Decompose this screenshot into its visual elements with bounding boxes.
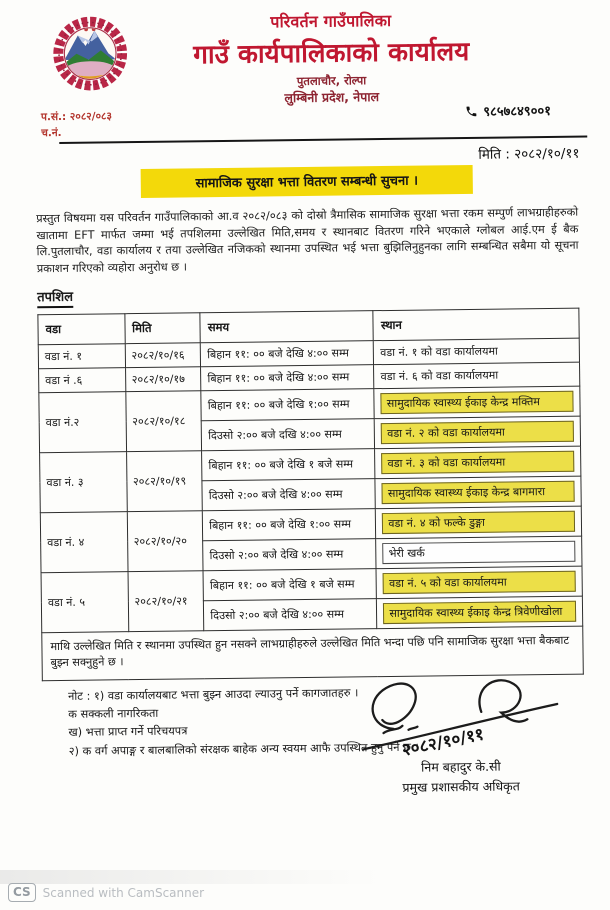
place-cell — [377, 596, 583, 629]
highlighted-place: सामुदायिक स्वास्थ्य ईकाइ केन्द्र मक्तिम — [381, 391, 574, 414]
table-footer-note: माथि उल्लेखित मिति र स्थानमा उपस्थित हुन नसक्ने लाभग्राहीहरुले उल्लेखित मिति भन्दा पछि पनि सामाजिक सुरक्षा भत्ता बैकबाट बुझ्न सक्नुहुने छ । — [42, 626, 584, 681]
ward-cell: वडा नं. १ — [38, 344, 125, 369]
distribution-table — [37, 308, 583, 682]
place-cell: वडा नं. ६ को वडा कार्यालयमा — [374, 362, 580, 389]
letterhead — [106, 7, 557, 108]
col-header-ward: वडा — [38, 314, 125, 345]
place-cell — [376, 536, 582, 569]
date-cell: २०८२/१०/१८ — [125, 391, 201, 452]
time-cell: दिउसो २:०० बजे देखि ४:०० सम्म — [202, 479, 375, 511]
ward-cell: वडा नं.२ — [39, 392, 126, 453]
time-cell: दिउसो २:०० बजे देखि ४:०० सम्म — [204, 599, 377, 631]
time-cell: बिहान ११: ०० बजे देखि ४:०० सम्म — [201, 341, 374, 367]
time-cell: बिहान ११: ०० बजे देखि १:०० सम्म — [201, 389, 374, 421]
office-name: गाउँ कार्यपालिकाको कार्यालय — [193, 36, 470, 71]
time-cell: दिउसो २:०० बजे दखि ४:०० सम्म — [201, 419, 374, 451]
handwritten-date: २०८२/१०/११ — [400, 723, 486, 761]
camscanner-logo-icon: CS — [8, 883, 36, 902]
place-cell — [374, 386, 580, 419]
highlighted-place: वडा नं. ५ को वडा कार्यालयमा — [383, 571, 576, 594]
highlighted-place: वडा नं. ४ को फल्के डुङ्गा — [382, 511, 575, 534]
reference-block — [41, 108, 112, 141]
phone-block — [465, 101, 551, 120]
time-cell: दिउसो २:०० बजे देखि ४:०० सम्म — [203, 539, 376, 571]
phone-number: ९८५७८४९००१ — [483, 103, 552, 120]
place-cell: वडा नं. १ को वडा कार्यालयमा — [374, 338, 580, 365]
note-line: क सक्कली नागरिकता — [68, 707, 159, 722]
ward-cell: वडा नं. ५ — [41, 572, 128, 633]
date-cell: २०८२/१०/१९ — [126, 451, 202, 512]
note-line: ख) भत्ता प्राप्त गर्ने परिचयपत्र — [68, 724, 188, 740]
date-cell: २०८२/१०/१६ — [125, 343, 201, 368]
date-cell: २०८२/१०/२० — [127, 511, 203, 572]
place-cell — [375, 476, 581, 509]
ward-cell: वडा नं .६ — [39, 368, 126, 393]
address-line-2: लुम्बिनी प्रदेश, नेपाल — [284, 89, 380, 106]
ward-cell: वडा नं. ४ — [40, 512, 127, 573]
header-divider — [59, 136, 587, 144]
handwritten-signature — [353, 666, 568, 765]
col-header-time: समय — [200, 311, 373, 343]
ward-cell: वडा नं. ३ — [40, 452, 127, 513]
col-header-place: स्थान — [373, 308, 579, 341]
signatory-title: प्रमुख प्रशासकीय अधिकृत — [402, 778, 520, 795]
address-line-1: पुतलाचौर, रोल्पा — [296, 73, 367, 89]
signature-block — [344, 666, 578, 796]
issue-date: मिति : २०८२/१०/११ — [478, 145, 580, 163]
time-cell: बिहान ११: ०० बजे देखि १ बजे सम्म — [202, 449, 375, 481]
body-paragraph: प्रस्तुत विषयमा यस परिवर्तन गाउँपालिकाको आ.व २०८२/०८३ को दोस्रो त्रैमासिक सामाजिक सुरक्षा भत्ता रकम सम्पुर्ण लाभग्राहीहरुको खातामा EFT मार्फत जम्मा भई तपशिलमा उल्लेखित मिति,समय र स्थानबाट वितरण गरिने भएकाले ग्लोबल आई.एम ई बैक लि.पुतलाचौर, वडा कार्यालय र तया उल्लेखित नजिकको स्थानमा उपस्थित भई भत्ता बुझिलिनुहुनका लागि सम्बन्धित सबैमा यो सूचना प्रकाशन गरिएको व्यहोरा अनुरोध छ । — [36, 205, 579, 276]
note-line: नोट : १) वडा कार्यालयबाट भत्ता बुझ्न आउदा ल्याउनु पर्ने कागजातहरु । — [67, 686, 359, 704]
scan-shadow — [0, 870, 380, 884]
chalani-number: च.नं. — [41, 127, 62, 140]
section-heading: तपशिल — [37, 287, 73, 308]
highlighted-place: सामुदायिक स्वास्थ्य ईकाइ केन्द्र बागमारा — [382, 481, 575, 504]
date-cell: २०८२/१०/१७ — [125, 367, 201, 392]
highlighted-place: वडा नं. २ को वडा कार्यालयमा — [381, 421, 574, 444]
boxed-place: भेरी खर्क — [383, 541, 576, 564]
camscanner-watermark — [8, 883, 204, 902]
signatory-name: निम बहादुर के.सी — [421, 758, 501, 775]
col-header-date: मिति — [124, 313, 200, 344]
date-cell: २०८२/१०/२१ — [128, 571, 204, 632]
municipality-name: परिवर्तन गाउँपालिका — [270, 10, 392, 32]
phone-icon — [465, 104, 478, 117]
time-cell: बिहान ११: ०० बजे देखि १:०० सम्म — [203, 509, 376, 541]
place-cell — [375, 446, 581, 479]
watermark-text: Scanned with CamScanner — [42, 885, 205, 900]
highlighted-place: सामुदायिक स्वास्थ्य ईकाइ केन्द्र त्रिवेणीखोला — [383, 601, 576, 624]
place-cell — [376, 506, 582, 539]
notice-title-banner: सामाजिक सुरक्षा भत्ता वितरण सम्बन्धी सुचना । — [141, 165, 473, 198]
highlighted-place: वडा नं. ३ को वडा कार्यालयमा — [381, 451, 574, 474]
time-cell: बिहान ११: ०० बजे देखि ४:०० सम्म — [201, 365, 374, 391]
note-line: २) क वर्ग अपाङ्ग र बालबालिको संरक्षक बाहेक अन्य स्वयम आफै उपस्थित हुनु पर्ने छ । — [68, 740, 419, 758]
place-cell — [375, 416, 581, 449]
time-cell: बिहान ११: ०० बजे देखि १ बजे सम्म — [203, 569, 376, 601]
place-cell — [376, 566, 582, 599]
ref-number: प.सं.: २०८२/०८३ — [40, 110, 112, 124]
